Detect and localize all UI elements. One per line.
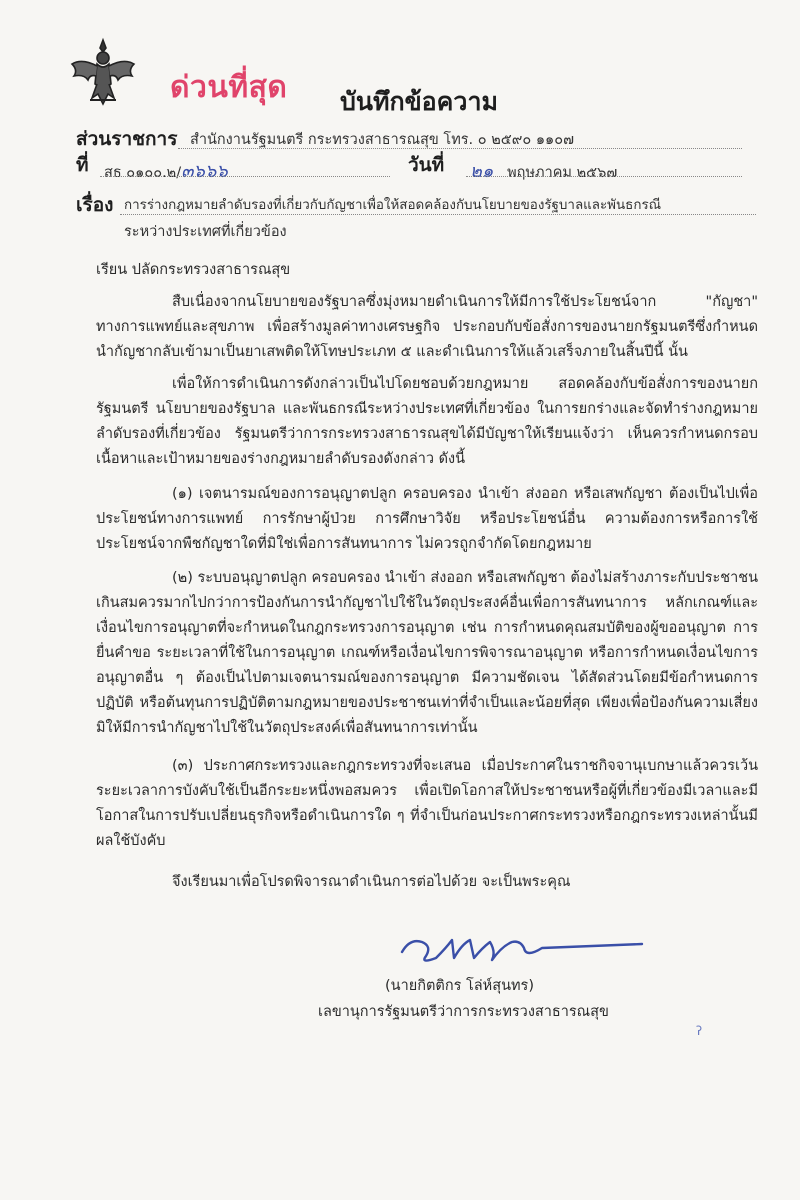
paragraph-item-2: (๒) ระบบอนุญาตปลูก ครอบครอง นำเข้า ส่งออก หรือเสพกัญชา ต้องไม่สร้างภาระกับประชาชนเกินสมควรมากไปกว่าการป้องกันการนำกัญชาไปใช้ในวัตถุประสงค์อื่นเพื่อการสันทนาการ หลักเกณฑ์และเงื่อนไขการอนุญาตที่จะกำหนดในกฎกระทรวงการอนุญาต เช่น การกำหนดคุณสมบัติของผู้ขออนุญาต การยื่นคำขอ ระยะเวลาที่ใช้ในการอนุญาต เกณฑ์หรือเงื่อนไขการพิจารณาอนุญาต หรือการกำหนดเงื่อนไขการอนุญาตอื่น ๆ ต้องเป็นไปตามเจตนารมณ์ของการอนุญาต มีความชัดเจน ได้สัดส่วนโดยมีข้อกำหนดการปฏิบัติ หรือต้นทุนการปฏิบัติตามกฎหมายของประชาชนเท่าที่จำเป็นและน้อยที่สุด เพียงเพื่อป้องกันความเสี่ยงมิให้มีการนำกัญชาไปใช้ในวัตถุประสงค์เพื่อสันทนาการเท่านั้น [96, 570, 759, 736]
closing-line: จึงเรียนมาเพื่อโปรดพิจารณาดำเนินการต่อไปด้วย จะเป็นพระคุณ [172, 874, 571, 890]
ref-prefix: สธ ๐๑๐๐.๒/ [104, 165, 182, 181]
signer-name: (นายกิตติกร โล่ห์สุนทร) [385, 978, 534, 994]
date-value [470, 156, 617, 185]
subject-dotted-line [120, 214, 756, 215]
agency-value: สำนักงานรัฐมนตรี กระทรวงสาธารณสุข โทร. ๐ ๒๕๙๐ ๑๑๐๗ [190, 132, 574, 148]
ink-mark: ʔ [696, 1024, 703, 1038]
date-dotted-line [466, 176, 742, 177]
signer-position: เลขานุการรัฐมนตรีว่าการกระทรวงสาธารณสุข [318, 1004, 609, 1020]
paragraph-item-1: (๑) เจตนารมณ์ของการอนุญาตปลูก ครอบครอง นำเข้า ส่งออก หรือเสพกัญชา ต้องเป็นไปเพื่อประโยชน์ทางการแพทย์ การรักษาผู้ป่วย การศึกษาวิจัย หรือประโยชน์อื่น ความต้องการหรือการใช้ประโยชน์จากพืชกัญชาใดที่มิใช่เพื่อการสันทนาการ ไม่ควรถูกจำกัดโดยกฎหมาย [96, 486, 758, 552]
document-title: บันทึกข้อความ [340, 87, 498, 116]
handwritten-signature [392, 918, 652, 978]
agency-label: ส่วนราชการ [76, 128, 178, 150]
date-month-year: พฤษภาคม ๒๕๖๗ [507, 165, 618, 181]
subject-line-1: การร่างกฎหมายลำดับรองที่เกี่ยวกับกัญชาเพื่อให้สอดคล้องกับนโยบายของรัฐบาลและพันธกรณี [124, 198, 662, 213]
ref-label: ที่ [76, 154, 89, 176]
paragraph-2: เพื่อให้การดำเนินการดังกล่าวเป็นไปโดยชอบด้วยกฎหมาย สอดคล้องกับข้อสั่งการของนายกรัฐมนตรี นโยบายของรัฐบาล และพันธกรณีระหว่างประเทศที่เกี่ยวข้อง ในการยกร่างและจัดทำร่างกฎหมายลำดับรองที่เกี่ยวข้อง รัฐมนตรีว่าการกระทรวงสาธารณสุขได้มีบัญชาให้เรียนแจ้งว่า เห็นควรกำหนดกรอบเนื้อหาและเป้าหมายของร่างกฎหมายลำดับรองดังกล่าว ดังนี้ [96, 376, 758, 467]
garuda-emblem-icon [68, 34, 138, 110]
date-label: วันที่ [408, 154, 445, 176]
agency-dotted-line [178, 148, 742, 149]
urgency-label: ด่วนที่สุด [170, 70, 288, 105]
ref-dotted-line [100, 176, 390, 177]
salutation: เรียน ปลัดกระทรวงสาธารณสุข [96, 262, 291, 278]
paragraph-1: สืบเนื่องจากนโยบายของรัฐบาลซึ่งมุ่งหมายดำเนินการให้มีการใช้ประโยชน์จาก "กัญชา" ทางการแพทย์และสุขภาพ เพื่อสร้างมูลค่าทางเศรษฐกิจ ประกอบกับข้อสั่งการของนายกรัฐมนตรีซึ่งกำหนดนำกัญชากลับเข้ามาเป็นยาเสพติดให้โทษประเภท ๕ และดำเนินการให้แล้วเสร็จภายในสิ้นปีนี้ นั้น [96, 294, 758, 360]
ref-number [104, 156, 228, 185]
subject-label: เรื่อง [76, 194, 114, 216]
subject-line-2: ระหว่างประเทศที่เกี่ยวข้อง [124, 224, 287, 240]
ref-handwritten-number: ๓๖๖๖ [181, 161, 228, 182]
date-day-handwritten: ๒๑ [470, 161, 494, 182]
paragraph-item-3: (๓) ประกาศกระทรวงและกฎกระทรวงที่จะเสนอ เมื่อประกาศในราชกิจจานุเบกษาแล้วควรเว้นระยะเวลาการบังคับใช้เป็นอีกระยะหนึ่งพอสมควร เพื่อเปิดโอกาสให้ประชาชนหรือผู้ที่เกี่ยวข้องมีเวลาและมีโอกาสในการปรับเปลี่ยนธุรกิจหรือดำเนินการใด ๆ ที่จำเป็นก่อนประกาศกระทรวงหรือกฎกระทรวงเหล่านั้นมีผลใช้บังคับ [96, 758, 758, 849]
